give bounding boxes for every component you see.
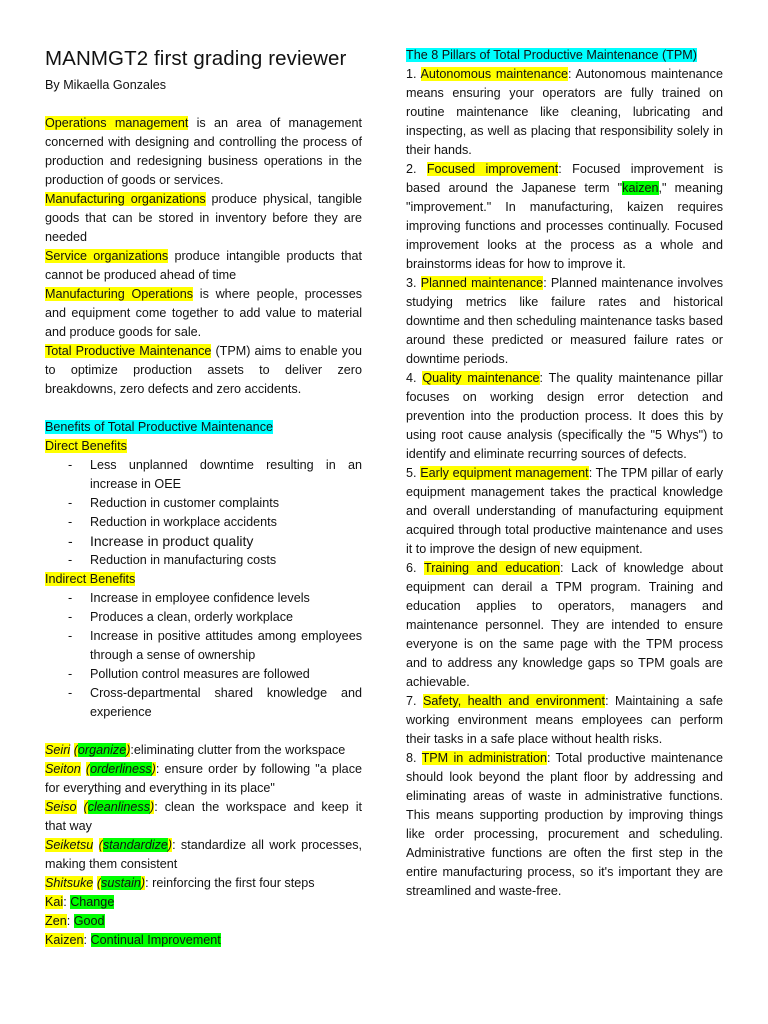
right-column xyxy=(406,46,723,901)
five-s-term: Shitsuke xyxy=(45,876,94,890)
list-item: - Pollution control measures are followed xyxy=(45,665,362,684)
pillar-name: Training and education xyxy=(423,561,560,575)
pillar-number: 8. xyxy=(406,751,417,765)
left-column xyxy=(45,46,362,950)
definition-tpm xyxy=(45,342,362,399)
five-s-term: Seiton xyxy=(45,762,81,776)
term-highlight: Operations management xyxy=(45,116,189,130)
pillar-number: 7. xyxy=(406,694,417,708)
five-s-seiso xyxy=(45,798,362,836)
pillar-number: 2. xyxy=(406,162,417,176)
list-item: - Reduction in manufacturing costs xyxy=(45,551,362,570)
pillar-item xyxy=(406,369,723,464)
list-item: - Produces a clean, orderly workplace xyxy=(45,608,362,627)
pillar-name: Quality maintenance xyxy=(422,371,540,385)
list-item: - Less unplanned downtime resulting in an increase in OEE xyxy=(45,456,362,494)
pillar-item xyxy=(406,160,723,274)
kaizen-term: Zen xyxy=(45,914,67,928)
pillar-item xyxy=(406,749,723,901)
page-title: MANMGT2 first grading reviewer xyxy=(45,47,347,70)
five-s-text: :eliminating clutter from the workspace xyxy=(130,743,346,757)
five-s-seiketsu xyxy=(45,836,362,874)
definition-text: produce physical, tangible goods that can be stored in inventory before they are needed xyxy=(45,192,363,244)
five-s-text: : clean the workspace and keep it that way xyxy=(45,800,363,833)
direct-benefits-heading: Direct Benefits xyxy=(45,439,127,453)
pillar-item xyxy=(406,559,723,692)
pillar-text: : Planned maintenance involves studying metrics like failure rates and historical downtime and then scheduling maintenance tasks based around these predicted or measured failure rates or downtime periods. xyxy=(406,276,724,366)
pillar-item xyxy=(406,692,723,749)
five-s-meaning: organize xyxy=(77,743,127,757)
term-highlight: Total Productive Maintenance xyxy=(45,344,212,358)
term-highlight: Manufacturing Operations xyxy=(45,287,194,301)
pillar-name: TPM in administration xyxy=(421,751,547,765)
pillar-name: Autonomous maintenance xyxy=(420,67,568,81)
five-s-seiri xyxy=(45,741,362,760)
five-s-meaning-wrap: (cleanliness) xyxy=(83,800,155,814)
five-s-meaning: sustain xyxy=(101,876,141,890)
kaizen-term-highlight: kaizen xyxy=(622,181,659,195)
kaizen-meaning: Good xyxy=(73,914,105,928)
kaizen-meaning: Change xyxy=(70,895,115,909)
kaizen-zen: Zen: Good xyxy=(45,914,105,928)
definition-manufacturing-organizations xyxy=(45,190,362,247)
five-s-term: Seiso xyxy=(45,800,77,814)
five-s-meaning-wrap: (orderliness) xyxy=(85,762,156,776)
definition-operations-management xyxy=(45,114,362,190)
five-s-text: : reinforcing the first four steps xyxy=(145,876,315,890)
list-item: - Reduction in customer complaints xyxy=(45,494,362,513)
benefits-heading-line xyxy=(45,418,362,437)
pillar-number: 6. xyxy=(406,561,417,575)
definition-text: produce intangible products that cannot be produced ahead of time xyxy=(45,249,363,282)
pillars-heading: The 8 Pillars of Total Productive Maintenance (TPM) xyxy=(406,48,697,62)
pillar-name: Safety, health and environment xyxy=(422,694,606,708)
pillar-text: : Total productive maintenance should look beyond the plant floor by addressing and eliminating areas of waste in administrative functions. This means supporting production by improving things like order processing, procurement and scheduling. Administrative functions are often the first step in the entire manufacturing process, so it's important they are streamlined and waste-free. xyxy=(406,751,723,898)
pillar-name: Early equipment management xyxy=(420,466,589,480)
five-s-term: Seiketsu xyxy=(45,838,94,852)
kaizen-term: Kai xyxy=(45,895,64,909)
five-s-text: : standardize all work processes, making them consistent xyxy=(45,838,362,871)
list-item: - Cross-departmental shared knowledge and experience xyxy=(45,684,362,722)
pillar-item xyxy=(406,464,723,559)
pillar-text: ," meaning "improvement." In manufacturing, kaizen requires improving functions and processes continually. Focused improvement looks at the process as a whole and brainstorms ideas for how to improve it. xyxy=(406,181,723,271)
definition-service-organizations xyxy=(45,247,362,285)
pillar-text: : The TPM pillar of early equipment management takes the practical knowledge and overall understanding of manufacturing equipment acquired through total productive maintenance and uses it to improve the design of new equipment. xyxy=(406,466,723,556)
pillar-name: Planned maintenance xyxy=(420,276,544,290)
five-s-seiton xyxy=(45,760,362,798)
pillar-text: : Focused improvement is based around the Japanese term " xyxy=(406,162,724,195)
kaizen-kaizen: Kaizen: Continual Improvement xyxy=(45,933,221,947)
pillar-number: 4. xyxy=(406,371,417,385)
five-s-meaning-wrap: (standardize) xyxy=(98,838,173,852)
five-s-meaning: standardize xyxy=(102,838,168,852)
kaizen-meaning: Continual Improvement xyxy=(90,933,221,947)
pillar-text: : Lack of knowledge about equipment can derail a TPM program. Training and education applies to operators, managers and maintenance personnel. They are intended to ensure everyone is on the same page with the TPM process and to address any knowledge gaps so TPM goals are achievable. xyxy=(406,561,723,689)
pillar-item xyxy=(406,65,723,160)
kaizen-term: Kaizen xyxy=(45,933,84,947)
pillar-name: Focused improvement xyxy=(426,162,559,176)
list-item: - Increase in employee confidence levels xyxy=(45,589,362,608)
five-s-meaning-wrap: (sustain) xyxy=(96,876,146,890)
pillar-number: 5. xyxy=(406,466,417,480)
pillar-item xyxy=(406,274,723,369)
indirect-benefits-heading-line xyxy=(45,570,362,589)
five-s-shitsuke xyxy=(45,874,362,893)
indirect-benefits-list xyxy=(45,589,362,722)
five-s-meaning-wrap: (organize) xyxy=(73,743,131,757)
direct-benefits-heading-line xyxy=(45,437,362,456)
definition-text: is an area of management concerned with designing and controlling the process of production and redesigning business operations in the production of goods or services. xyxy=(45,116,362,187)
five-s-term: Seiri xyxy=(45,743,71,757)
pillars-heading-line xyxy=(406,46,723,65)
direct-benefits-list xyxy=(45,456,362,570)
definition-manufacturing-operations xyxy=(45,285,362,342)
list-item: - Increase in positive attitudes among employees through a sense of ownership xyxy=(45,627,362,665)
kaizen-kai: Kai: Change xyxy=(45,895,115,909)
term-highlight: Service organizations xyxy=(45,249,169,263)
definition-text: (TPM) aims to enable you to optimize production assets to deliver zero breakdowns, zero defects and zero accidents. xyxy=(45,344,362,396)
indirect-benefits-heading: Indirect Benefits xyxy=(45,572,136,586)
definition-text: is where people, processes and equipment come together to add value to material and produce goods for sale. xyxy=(45,287,362,339)
five-s-meaning: cleanliness xyxy=(87,800,151,814)
list-item: - Reduction in workplace accidents xyxy=(45,513,362,532)
benefits-heading: Benefits of Total Productive Maintenance xyxy=(45,420,273,434)
pillar-number: 3. xyxy=(406,276,417,290)
pillar-text: : Maintaining a safe working environment means employees can perform their tasks in a safe place without health risks. xyxy=(406,694,723,746)
five-s-text: : ensure order by following "a place for everything and everything in its place" xyxy=(45,762,362,795)
five-s-meaning: orderliness xyxy=(90,762,152,776)
author-byline: By Mikaella Gonzales xyxy=(45,78,167,92)
pillar-number: 1. xyxy=(406,67,417,81)
pillar-text: : Autonomous maintenance means ensuring your operators are fully trained on routine maintenance like cleaning, lubricating and inspecting, as well as placing that responsibility solely in their hands. xyxy=(406,67,723,157)
term-highlight: Manufacturing organizations xyxy=(45,192,206,206)
list-item: - Increase in product quality xyxy=(45,532,362,551)
pillar-text: : The quality maintenance pillar focuses on working design error detection and prevention into the production process. It does this by using root cause analysis (specifically the "5 Whys") to identify and eliminate recurring sources of defects. xyxy=(406,371,723,461)
